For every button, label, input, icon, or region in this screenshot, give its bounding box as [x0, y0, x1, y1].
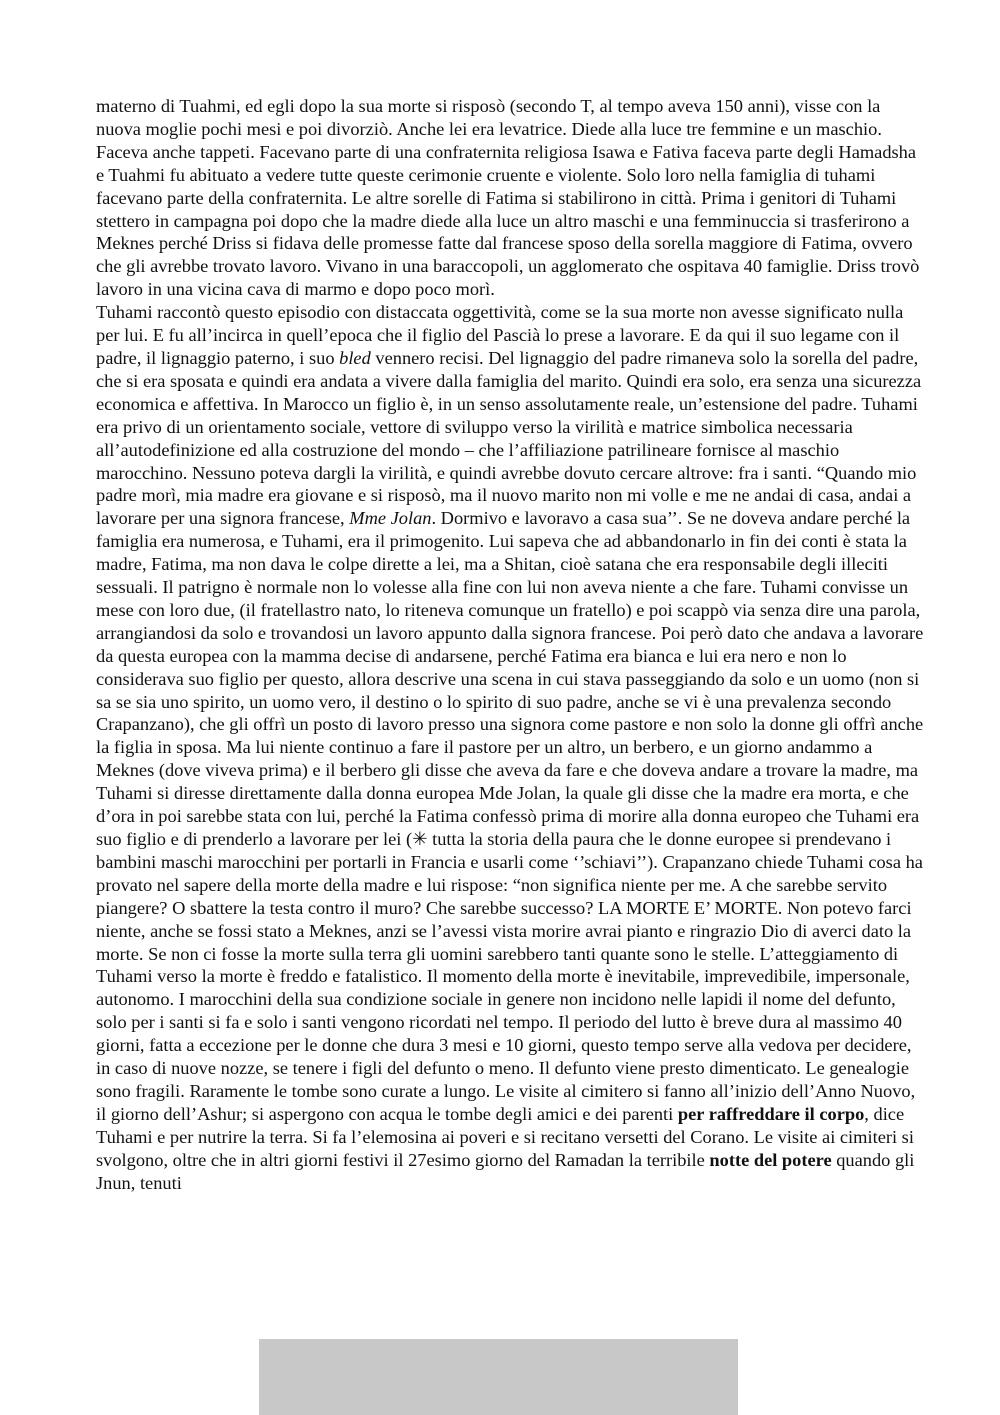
bold-per-raffreddare-il-corpo: per raffreddare il corpo — [677, 1103, 865, 1124]
paragraph-2-part-2: vennero recisi. Del lignaggio del padre rimaneva solo la sorella del padre, che si era sposata e quindi era andata a vivere dalla famiglia del marito. Quindi era solo, era senza una sicurezza economica e affettiva. In Marocco un figlio è, in un senso assolutamente reale, un’estensione del padre. Tuhami era privo di un orientamento sociale, vettore di sviluppo verso la virilità e matrice simbolica necessaria all’autodefinizione ed alla costruzione del mondo – che l’affiliazione patrilineare fornisce al maschio marocchino. Nessuno poteva dargli la virilità, e quindi avrebbe dovuto cercare altrove: fra i santi. “Quando mio padre morì, mia madre era giovane e si risposò, ma il nuovo marito non mi volle e me ne andai di casa, andai a lavorare per una signora francese, — [96, 347, 922, 529]
italic-mme-jolan: Mme Jolan — [349, 508, 432, 529]
paragraph-2 — [96, 301, 926, 1194]
paragraph-2-part-3: . Dormivo e lavoravo a casa sua’’. Se ne doveva andare perché la famiglia era numerosa, e Tuhami, era il primogenito. Lui sapeva che ad abbandonarlo in fin dei conti è stata la madre, Fatima, ma non dava le colpe dirette a lei, ma a Shitan, cioè satana che era responsabile degli illeciti sessuali. Il patrigno è normale non lo volesse alla fine con lui non aveva niente a che fare. Tuhami convisse un mese con loro due, (il fratellastro nato, lo riteneva comunque un fratello) e poi scappò via senza dire una parola, arrangiandosi da solo e trovandosi un lavoro appunto dalla signora francese. Poi però dato che andava a lavorare da questa europea con la mamma decise di andarsene, perché Fatima era bianca e lui era nero e non lo considerava suo figlio per questo, allora descrive una scena in cui stava passeggiando da solo e un uomo (non si sa se sia uno spirito, un uomo vero, il destino o lo spirito di suo padre, anche se vi è una prevalenza secondo Crapanzano), che gli offrì un posto di lavoro presso una signora come pastore e non solo la donne gli offrì anche la figlia in sposa. Ma lui niente continuo a fare il pastore per un altro, un berbero, e un giorno andammo a Meknes (dove viveva prima) e il berbero gli disse che aveva da fare e che doveva andare a trovare la madre, ma Tuhami si diresse direttamente dalla donna europea Mde Jolan, la quale gli disse che la madre era morta, e che d’ora in poi sarebbe stata con lui, perché la Fatima confessò prima di morire alla donna europeo che Tuhami era suo figlio e di prenderlo a lavorare per lei (✳ tutta la storia della paura che le donne europee si prendevano i bambini maschi marocchini per portarli in Francia e usarli come ‘’schiavi’’). Crapanzano chiede Tuhami cosa ha provato nel sapere della morte della madre e lui rispose: “non significa niente per me. A che sarebbe servito piangere? O sbattere la testa contro il muro? Che sarebbe successo? LA MORTE E’ MORTE. Non potevo farci niente, anche se fossi stato a Meknes, anzi se l’avessi vista morire avrai pianto e ringrazio Dio di averci dato la morte. Se non ci fosse la morte sulla terra gli uomini sarebbero tanti quante sono le stelle. L’atteggiamento di Tuhami verso la morte è freddo e fatalistico. Il momento della morte è inevitabile, imprevedibile, impersonale, autonomo. I marocchini della sua condizione sociale in genere non incidono nelle lapidi il nome del defunto, solo per i santi si fa e solo i santi vengono ricordati nel tempo. Il periodo del lutto è breve dura al massimo 40 giorni, fatta a eccezione per le donne che dura 3 mesi e 10 giorni, questo tempo serve alla vedova per decidere, in caso di nuove nozze, se tenere i figli del defunto o meno. Il defunto viene presto dimenticato. Le genealogie sono fragili. Raramente le tombe sono curate a lungo. Le visite al cimitero si fanno all’inizio dell’Anno Nuovo, il giorno dell’Ashur; si aspergono con acqua le tombe degli amici e dei parenti — [96, 508, 924, 1124]
italic-bled: bled — [339, 347, 371, 368]
bold-notte-del-potere: notte del potere — [709, 1149, 832, 1170]
document-body — [96, 95, 926, 1195]
paragraph-1: materno di Tuahmi, ed egli dopo la sua morte si risposò (secondo T, al tempo aveva 150 anni), visse con la nuova moglie pochi mesi e poi divorziò. Anche lei era levatrice. Diede alla luce tre femmine e un maschio. Faceva anche tappeti. Facevano parte di una confraternita religiosa Isawa e Fativa faceva parte degli Hamadsha e Tuahmi fu abituato a vedere tutte queste cerimonie cruente e violente. Solo loro nella famiglia di tuhami facevano parte della confraternita. Le altre sorelle di Fatima si stabilirono in città. Prima i genitori di Tuhami stettero in campagna poi dopo che la madre diede alla luce un altro maschi e una femminuccia si trasferirono a Meknes perché Driss si fidava delle promesse fatte dal francese sposo della sorella maggiore di Fatima, ovvero che gli avrebbe trovato lavoro. Vivano in una baraccopoli, un agglomerato che ospitava 40 famiglie. Driss trovò lavoro in una vicina cava di marmo e dopo poco morì. — [96, 96, 920, 300]
paragraph-2-part-5: quando gli Jnun, tenuti — [96, 1149, 915, 1193]
paragraph-2-part-1: Tuhami raccontò questo episodio con distaccata oggettività, come se la sua morte non avesse significato nulla per lui. E fu all’incirca in quell’epoca che il figlio del Pascià lo prese a lavorare. E da qui il suo legame con il padre, il lignaggio paterno, i suo — [96, 302, 904, 368]
paragraph-2-part-4: , dice Tuhami e per nutrire la terra. Si fa l’elemosina ai poveri e si recitano versetti del Corano. Le visite ai cimiteri si svolgono, oltre che in altri giorni festivi il 27esimo giorno del Ramadan la terribile — [96, 1103, 914, 1170]
footer-gray-block — [259, 1339, 738, 1415]
